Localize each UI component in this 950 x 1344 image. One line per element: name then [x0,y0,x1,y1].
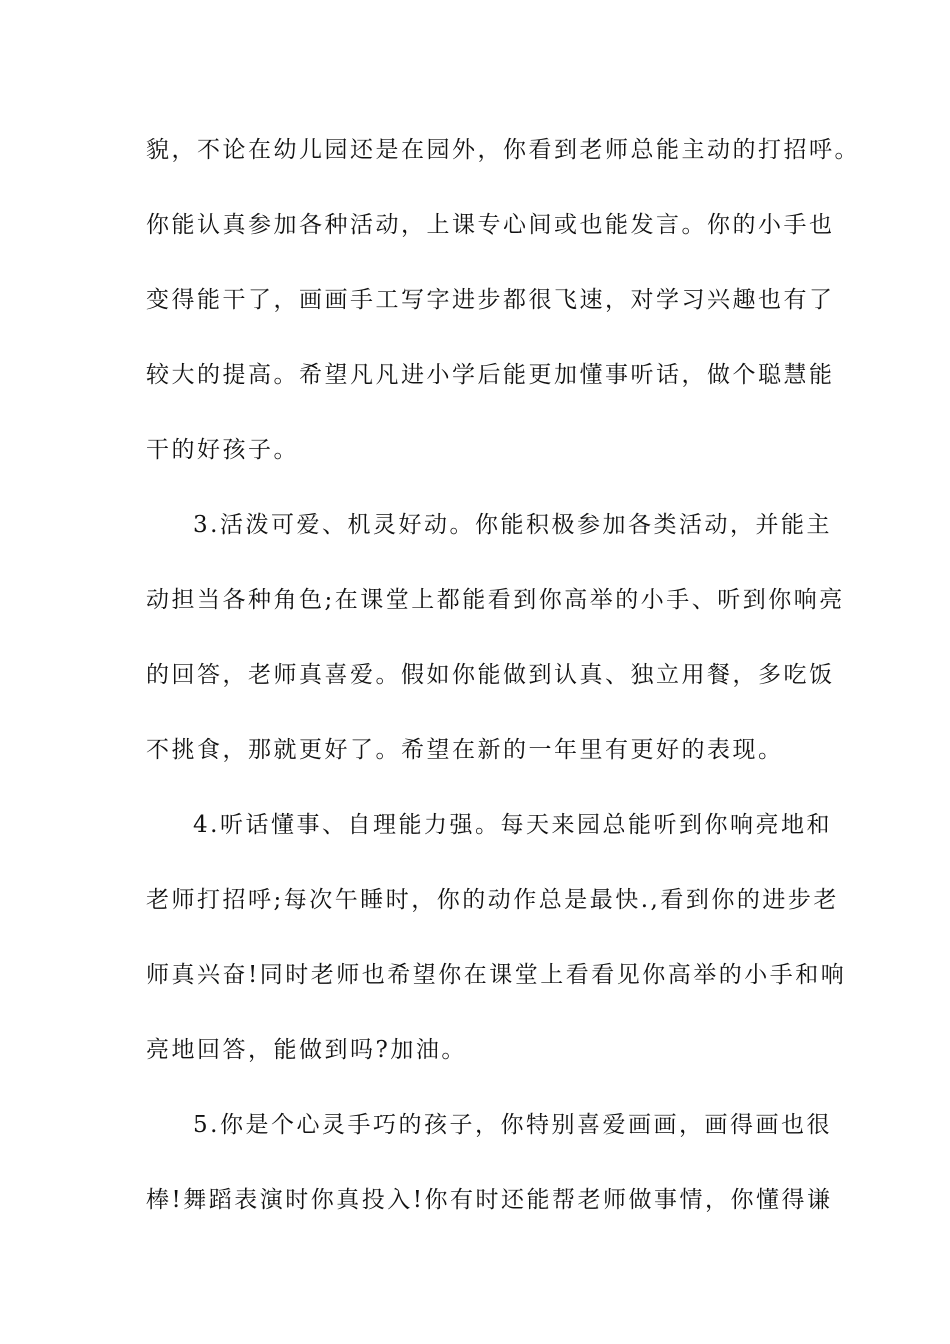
text-line: 貌，不论在幼儿园还是在园外，你看到老师总能主动的打招呼。 [146,137,860,163]
text-line: 不挑食，那就更好了。希望在新的一年里有更好的表现。 [146,737,784,763]
text-line: 5.你是个心灵手巧的孩子，你特别喜爱画画，画得画也很 [193,1112,832,1138]
text-line: 亮地回答，能做到吗?加油。 [146,1037,467,1063]
text-line: 4.听话懂事、自理能力强。每天来园总能听到你响亮地和 [193,812,832,838]
text-line: 动担当各种角色;在课堂上都能看到你高举的小手、听到你响亮 [146,587,845,613]
text-line: 棒!舞蹈表演时你真投入!你有时还能帮老师做事情，你懂得谦 [146,1187,833,1213]
text-line: 干的好孩子。 [146,437,299,463]
text-line: 你能认真参加各种活动，上课专心间或也能发言。你的小手也 [146,212,835,238]
text-line: 变得能干了，画画手工写字进步都很飞速，对学习兴趣也有了 [146,287,835,313]
text-line: 师真兴奋!同时老师也希望你在课堂上看看见你高举的小手和响 [146,962,847,988]
text-line: 的回答，老师真喜爱。假如你能做到认真、独立用餐，多吃饭 [146,662,835,688]
text-line: 老师打招呼;每次午睡时，你的动作总是最快.,看到你的进步老 [146,887,839,913]
text-line: 3.活泼可爱、机灵好动。你能积极参加各类活动，并能主 [193,512,832,538]
text-line: 较大的提高。希望凡凡进小学后能更加懂事听话，做个聪慧能 [146,362,835,388]
